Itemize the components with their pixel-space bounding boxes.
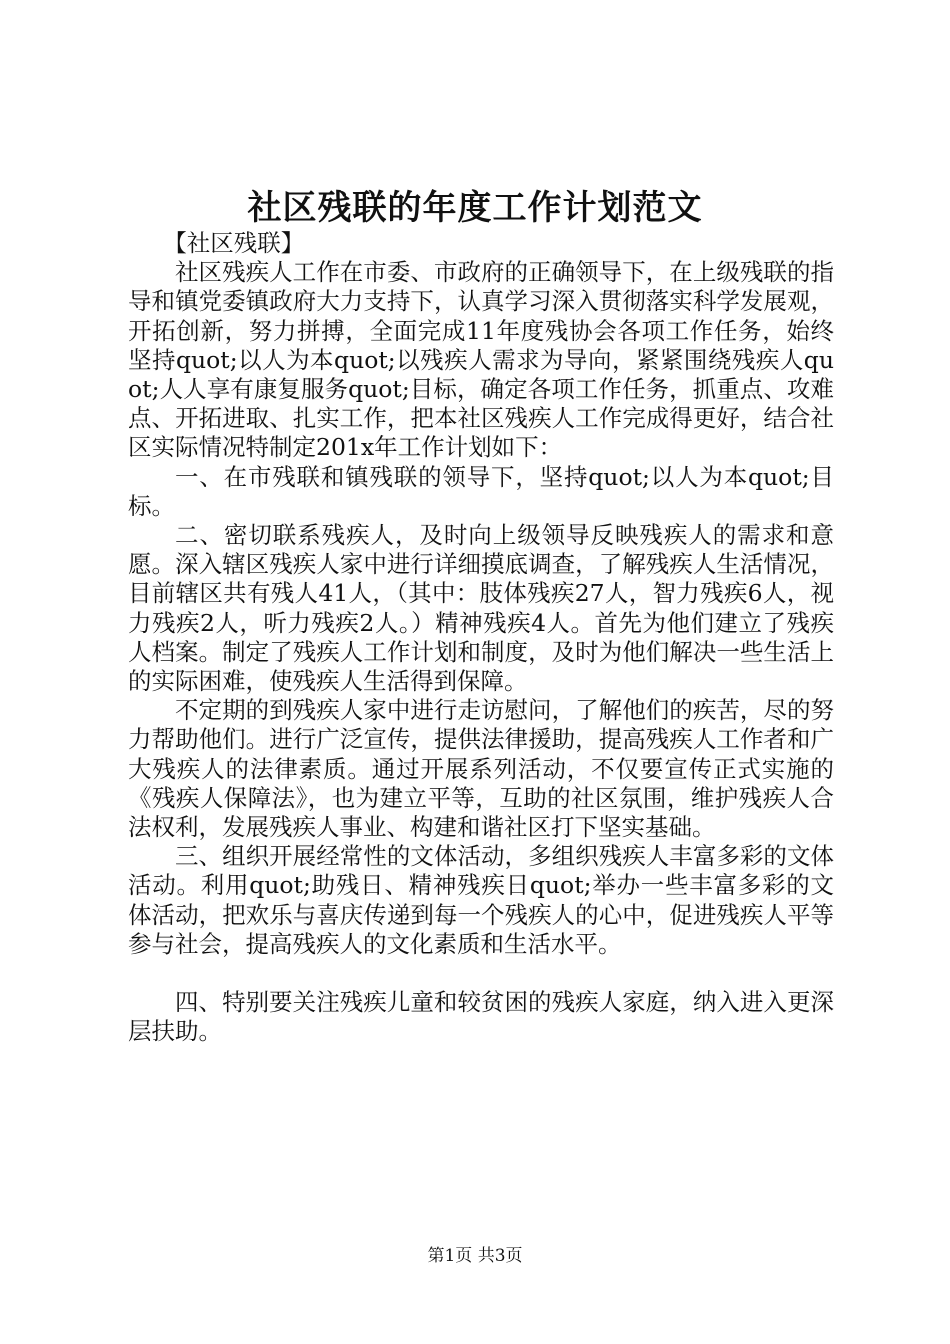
section-tag: 【社区残联】	[163, 229, 305, 257]
page-footer: 第1页 共3页	[427, 1246, 523, 1266]
paragraph-visits: 不定期的到残疾人家中进行走访慰问，了解他们的疾苦，尽的努力帮助他们。进行广泛宣传，提供法律援助，提高残疾人工作者和广大残疾人的法律素质。通过开展系列活动，不仅要宣传正式实施的《残疾人保障法》，也为建立平等，互助的社区氛围，维护残疾人合法权利，发展残疾人事业、构建和谐社区打下坚实基础。	[128, 696, 834, 842]
document-title: 社区残联的年度工作计划范文	[247, 188, 703, 228]
intro-paragraph: 社区残疾人工作在市委、市政府的正确领导下，在上级残联的指导和镇党委镇政府大力支持下，认真学习深入贯彻落实科学发展观，开拓创新，努力拼搏，全面完成11年度残协会各项工作任务，始终坚持quot;以人为本quot;以残疾人需求为导向，紧紧围绕残疾人quot;人人享有康复服务quot;目标，确定各项工作任务，抓重点、攻难点、开拓进取、扎实工作，把本社区残疾人工作完成得更好，结合社区实际情况特制定201x年工作计划如下：	[128, 258, 834, 462]
paragraph-item-1: 一、在市残联和镇残联的领导下，坚持quot;以人为本quot;目标。	[128, 462, 834, 520]
paragraph-item-2: 二、密切联系残疾人，及时向上级领导反映残疾人的需求和意愿。深入辖区残疾人家中进行详细摸底调查，了解残疾人生活情况，目前辖区共有残人41人，（其中：肢体残疾27人，智力残疾6人，视力残疾2人，听力残疾2人。）精神残疾4人。首先为他们建立了残疾人档案。制定了残疾人工作计划和制度，及时为他们解决一些生活上的实际困难，使残疾人生活得到保障。	[128, 521, 834, 696]
document-body	[128, 229, 834, 1047]
paragraph-item-4: 四、特别要关注残疾儿童和较贫困的残疾人家庭，纳入进入更深层扶助。	[128, 988, 834, 1046]
paragraph-spacer	[128, 959, 834, 988]
paragraph-item-3: 三、组织开展经常性的文体活动，多组织残疾人丰富多彩的文体活动。利用quot;助残日、精神残疾日quot;举办一些丰富多彩的文体活动，把欢乐与喜庆传递到每一个残疾人的心中，促进残疾人平等参与社会，提高残疾人的文化素质和生活水平。	[128, 842, 834, 958]
